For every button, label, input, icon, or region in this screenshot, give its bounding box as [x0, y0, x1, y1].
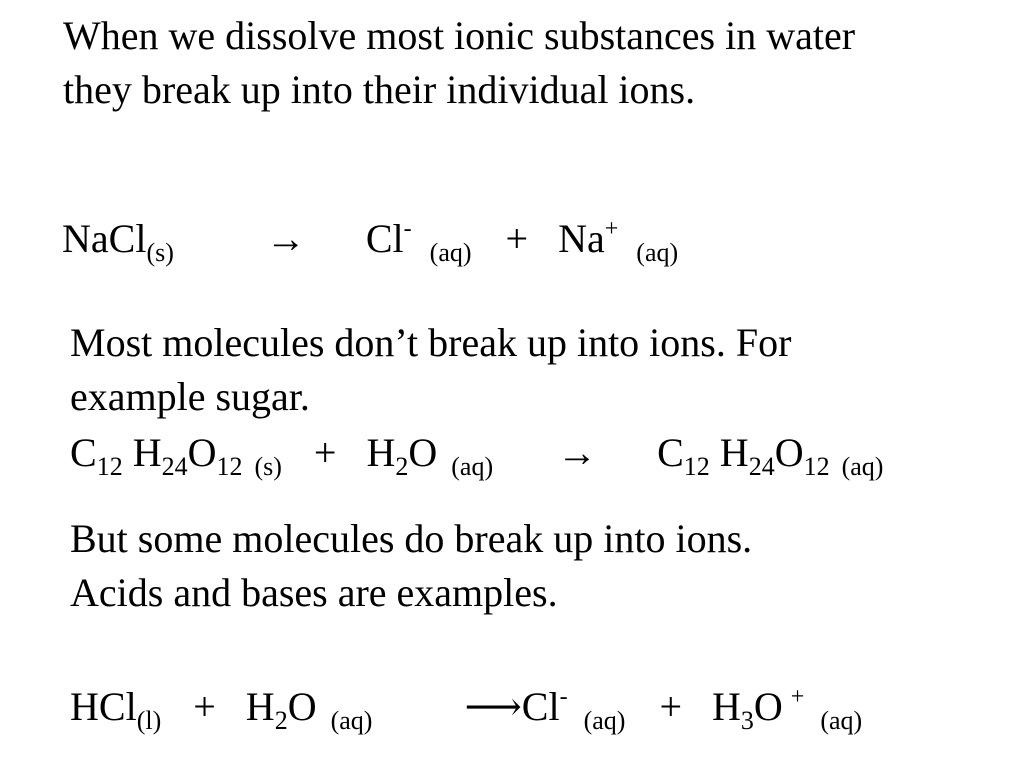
chloride-ion: Cl	[521, 684, 560, 729]
molecules-line-1: Most molecules don’t break up into ions. For	[70, 320, 792, 365]
acids-bases-paragraph	[70, 512, 752, 620]
sodium-ion: Na	[558, 216, 605, 261]
sugar-carbon-subscript: 12	[96, 452, 123, 481]
molecules-paragraph	[70, 316, 791, 424]
hcl-ionization-equation	[70, 680, 862, 734]
sugar-dissolution-equation	[70, 426, 883, 480]
chloride-ion: Cl	[365, 216, 404, 261]
reaction-arrow: →	[557, 430, 598, 475]
product-carbon: C	[657, 430, 684, 475]
plus-sign: +	[659, 684, 682, 729]
water-state: (aq)	[451, 452, 494, 481]
hydronium-oxygen: O	[753, 684, 783, 729]
water-hydrogen: H	[366, 430, 396, 475]
product-hydrogen-subscript: 24	[748, 452, 775, 481]
hcl-formula: HCl	[70, 684, 137, 729]
chloride-charge: -	[403, 216, 412, 242]
sugar-oxygen-subscript: 12	[216, 452, 243, 481]
hcl-state: (l)	[136, 706, 162, 735]
water-state: (aq)	[330, 706, 373, 735]
intro-paragraph	[63, 9, 855, 117]
plus-sign: +	[505, 216, 529, 261]
hydronium-state: (aq)	[820, 706, 863, 735]
chloride-charge: -	[559, 684, 568, 710]
water-hydrogen: H	[245, 684, 275, 729]
plus-sign: +	[313, 430, 337, 475]
water-oxygen: O	[408, 430, 438, 475]
water-hydrogen-subscript: 2	[274, 706, 288, 735]
long-reaction-arrow: ⟶	[464, 684, 522, 729]
reaction-arrow: →	[265, 216, 306, 261]
sugar-carbon: C	[70, 430, 97, 475]
hydronium-hydrogen-subscript: 3	[740, 706, 754, 735]
hydronium-charge: +	[790, 684, 805, 710]
product-oxygen: O	[774, 430, 804, 475]
nacl-formula: NaCl	[62, 216, 147, 261]
sugar-oxygen: O	[187, 430, 217, 475]
plus-sign: +	[193, 684, 216, 729]
molecules-line-2: example sugar.	[70, 374, 310, 419]
sugar-hydrogen-subscript: 24	[161, 452, 188, 481]
product-hydrogen: H	[719, 430, 749, 475]
sodium-state: (aq)	[636, 238, 679, 267]
chloride-state: (aq)	[583, 706, 626, 735]
nacl-state: (s)	[146, 238, 174, 267]
hydronium-hydrogen: H	[712, 684, 741, 729]
product-oxygen-subscript: 12	[803, 452, 830, 481]
sodium-charge: +	[604, 216, 619, 242]
some-line-1: But some molecules do break up into ions.	[70, 516, 753, 561]
water-hydrogen-subscript: 2	[395, 452, 409, 481]
sugar-state: (s)	[254, 452, 282, 481]
nacl-dissociation-equation	[62, 212, 678, 266]
product-carbon-subscript: 12	[683, 452, 710, 481]
some-line-2: Acids and bases are examples.	[70, 570, 558, 615]
sugar-hydrogen: H	[132, 430, 162, 475]
intro-line-1: When we dissolve most ionic substances in water	[63, 13, 856, 58]
intro-line-2: they break up into their individual ions.	[63, 67, 696, 112]
chloride-state: (aq)	[429, 238, 472, 267]
product-state: (aq)	[841, 452, 884, 481]
water-oxygen: O	[287, 684, 317, 729]
